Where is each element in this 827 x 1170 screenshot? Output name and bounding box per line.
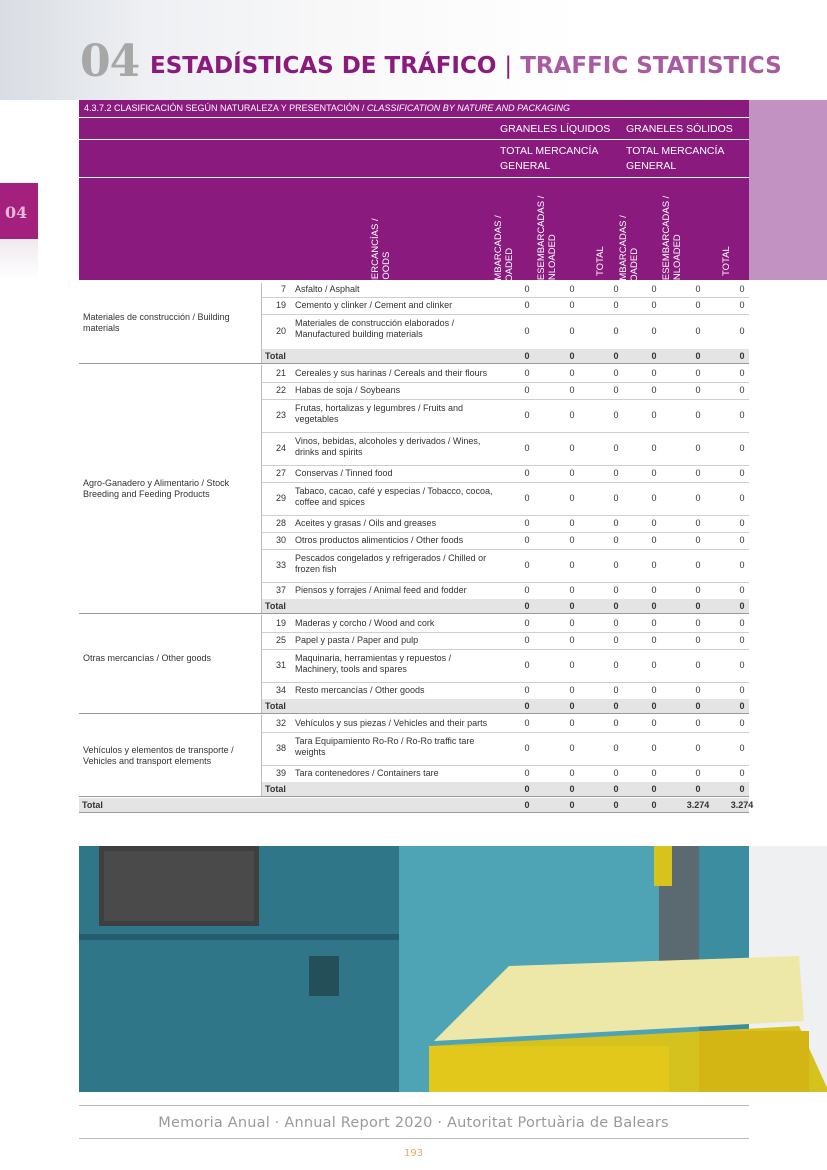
grand-total-value: 0 [569,800,575,810]
group-divider [79,796,749,797]
goods-value: 0 [524,584,530,595]
group-label: Agro-Ganadero y Alimentario / Stock Breeding and Feeding Products [83,478,230,499]
group-separator [261,715,262,796]
table-bottom-rule [79,812,749,813]
goods-value: 0 [739,299,745,310]
goods-value: 0 [651,742,657,753]
goods-value: 0 [613,367,619,378]
goods-value: 0 [613,617,619,628]
group-total-value: 0 [613,784,619,794]
goods-value: 0 [524,534,530,545]
header-divider [79,117,749,118]
goods-value: 0 [613,534,619,545]
goods-value: 0 [569,492,575,503]
goods-value: 0 [651,384,657,395]
group-total-row [261,782,749,796]
goods-code: 29 [275,492,286,503]
goods-value: 0 [613,559,619,570]
goods-value: 0 [695,559,701,570]
goods-name: Piensos y forrajes / Animal feed and fodder [295,584,467,595]
goods-value: 0 [695,409,701,420]
goods-value: 0 [524,684,530,695]
goods-value: 0 [651,634,657,645]
goods-value: 0 [695,384,701,395]
group-total-row [261,699,749,713]
goods-value: 0 [695,325,701,336]
group-liquid-header: GRANELES LÍQUIDOS [500,123,611,135]
goods-value: 0 [613,659,619,670]
goods-value: 0 [651,409,657,420]
goods-value: 0 [524,325,530,336]
group-total-value: 0 [695,784,701,794]
group-total-value: 0 [613,601,619,611]
goods-value: 0 [569,442,575,453]
goods-value: 0 [569,534,575,545]
group-divider [79,713,749,714]
group-total-label: Total [265,701,286,711]
row-divider [261,632,749,633]
goods-value: 0 [569,409,575,420]
goods-value: 0 [739,442,745,453]
group-total-value: 0 [524,601,530,611]
goods-value: 0 [695,634,701,645]
goods-column-header: MERCANCÍAS / GOODS [370,218,392,287]
unloaded-solid-header: DESEMBARCADAS / UNLOADED [661,195,683,287]
chapter-number: 04 [80,36,140,87]
goods-value: 0 [613,684,619,695]
goods-value: 0 [613,284,619,294]
goods-value: 0 [651,492,657,503]
goods-name: Tara Equipamiento Ro-Ro / Ro-Ro traffic tare weights [295,736,475,757]
goods-name: Materiales de construcción elaborados / Manufactured building materials [295,318,455,339]
header-divider [79,139,749,140]
group-total-label: Total [265,351,286,361]
goods-name: Cemento y clinker / Cement and clinker [295,299,453,310]
goods-code: 28 [275,517,286,528]
goods-name: Aceites y grasas / Oils and greases [295,517,437,528]
goods-value: 0 [651,684,657,695]
goods-name: Maderas y corcho / Wood and cork [295,617,435,628]
goods-name: Frutas, hortalizas y legumbres / Fruits and vegetables [295,403,464,424]
chapter-side-tab [0,183,38,239]
goods-value: 0 [739,559,745,570]
goods-value: 0 [695,684,701,695]
goods-value: 0 [739,325,745,336]
group-total-label: Total [265,601,286,611]
row-divider [261,532,749,533]
goods-value: 0 [651,617,657,628]
goods-value: 0 [739,617,745,628]
row-divider [261,432,749,433]
goods-value: 0 [695,584,701,595]
caption-es: 4.3.7.2 CLASIFICACIÓN SEGÚN NATURALEZA Y PRESENTACIÓN / [84,103,367,113]
page-number: 193 [403,1148,424,1159]
goods-value: 0 [651,659,657,670]
title-es: ESTADÍSTICAS DE TRÁFICO [150,53,497,79]
group-total-value: 0 [739,701,745,711]
goods-value: 0 [613,325,619,336]
group-separator [261,283,262,363]
goods-value: 0 [613,409,619,420]
group-divider [79,363,749,364]
goods-code: 37 [275,584,286,595]
group-total-row [261,349,749,363]
goods-value: 0 [695,284,701,294]
goods-value: 0 [739,659,745,670]
goods-code: 34 [275,684,286,695]
goods-value: 0 [524,492,530,503]
goods-code: 19 [275,299,286,310]
goods-value: 0 [739,367,745,378]
title-separator: | [504,53,513,79]
side-strip [0,239,38,279]
goods-value: 0 [613,517,619,528]
goods-value: 0 [739,767,745,778]
goods-value: 0 [524,634,530,645]
page-title [150,53,782,79]
goods-value: 0 [613,634,619,645]
port-photo [79,846,827,1092]
sub-solid-header: TOTAL MERCANCÍA GENERAL [626,145,724,172]
total-liquid-header: TOTAL [595,246,606,276]
goods-value: 0 [569,767,575,778]
row-divider [261,732,749,733]
group-total-value: 0 [695,351,701,361]
goods-value: 0 [739,584,745,595]
group-total-value: 0 [651,701,657,711]
goods-value: 0 [695,492,701,503]
goods-value: 0 [524,299,530,310]
goods-value: 0 [569,617,575,628]
goods-value: 0 [695,742,701,753]
goods-value: 0 [613,384,619,395]
loaded-liquid-header: EMBARCADAS / LOADED [493,215,515,287]
goods-code: 24 [275,442,286,453]
goods-value: 0 [569,584,575,595]
goods-value: 0 [651,534,657,545]
row-divider [261,765,749,766]
goods-value: 0 [695,467,701,478]
goods-value: 0 [695,517,701,528]
goods-value: 0 [739,384,745,395]
goods-value: 0 [569,634,575,645]
goods-value: 0 [695,442,701,453]
goods-name: Asfalto / Asphalt [295,284,360,294]
goods-value: 0 [613,442,619,453]
goods-value: 0 [651,442,657,453]
side-tab-number: 04 [5,203,28,222]
goods-value: 0 [524,367,530,378]
group-label: Materiales de construcción / Building materials [83,312,230,333]
goods-name: Papel y pasta / Paper and pulp [295,634,419,645]
row-divider [261,549,749,550]
goods-code: 39 [275,767,286,778]
goods-value: 0 [569,659,575,670]
group-solid-header: GRANELES SÓLIDOS [626,123,733,135]
row-divider [261,682,749,683]
goods-code: 22 [275,384,286,395]
group-label: Vehículos y elementos de transporte / Vehicles and transport elements [83,744,234,766]
goods-value: 0 [613,299,619,310]
goods-value: 0 [695,717,701,728]
total-solid-header: TOTAL [721,246,732,276]
group-total-value: 0 [739,351,745,361]
goods-code: 30 [275,534,286,545]
group-total-value: 0 [569,601,575,611]
goods-value: 0 [569,684,575,695]
goods-value: 0 [651,559,657,570]
goods-value: 0 [524,442,530,453]
goods-value: 0 [613,717,619,728]
goods-value: 0 [524,742,530,753]
goods-value: 0 [524,659,530,670]
grand-total-label: Total [82,800,103,810]
group-total-value: 0 [739,784,745,794]
goods-value: 0 [695,299,701,310]
goods-value: 0 [569,284,575,294]
goods-value: 0 [569,384,575,395]
goods-value: 0 [651,325,657,336]
goods-value: 0 [651,584,657,595]
goods-value: 0 [695,617,701,628]
goods-value: 0 [651,367,657,378]
goods-value: 0 [739,284,745,294]
goods-value: 0 [695,534,701,545]
footer-text: Memoria Anual · Annual Report 2020 · Autoritat Portuària de Balears [158,1115,669,1131]
goods-code: 27 [275,467,286,478]
footer-rule-top [79,1105,749,1106]
goods-value: 0 [569,742,575,753]
caption-en: CLASSIFICATION BY NATURE AND PACKAGING [366,103,570,113]
unloaded-liquid-header: DESEMBARCADAS / UNLOADED [536,195,558,287]
group-separator [261,615,262,713]
goods-name: Conservas / Tinned food [295,467,393,478]
goods-value: 0 [524,384,530,395]
goods-name: Maquinaria, herramientas y repuestos / Machinery, tools and spares [295,653,452,674]
goods-value: 0 [524,284,530,294]
goods-value: 0 [739,684,745,695]
goods-code: 32 [275,717,286,728]
goods-code: 7 [280,284,286,294]
goods-value: 0 [739,717,745,728]
group-total-row [261,599,749,613]
group-total-value: 0 [524,351,530,361]
goods-value: 0 [739,634,745,645]
goods-name: Pescados congelados y refrigerados / Chilled or frozen fish [295,553,487,574]
goods-code: 33 [275,559,286,570]
goods-value: 0 [739,492,745,503]
table-caption [84,103,570,113]
goods-value: 0 [524,517,530,528]
goods-value: 0 [569,325,575,336]
goods-value: 0 [651,717,657,728]
goods-value: 0 [569,367,575,378]
loaded-solid-header: EMBARCADAS / LOADED [618,215,640,287]
group-label: Otras mercancías / Other goods [83,653,212,663]
group-total-value: 0 [569,784,575,794]
group-total-value: 0 [569,701,575,711]
group-total-value: 0 [651,601,657,611]
port-photo-image [79,846,827,1092]
goods-name: Tara contenedores / Containers tare [295,767,439,778]
goods-code: 20 [275,325,286,336]
goods-code: 25 [275,634,286,645]
row-divider [261,582,749,583]
goods-value: 0 [569,717,575,728]
goods-name: Vinos, bebidas, alcoholes y derivados / Wines, drinks and spirits [295,436,481,457]
group-total-value: 0 [651,351,657,361]
goods-value: 0 [651,467,657,478]
goods-code: 38 [275,742,286,753]
goods-value: 0 [524,409,530,420]
group-total-value: 0 [739,601,745,611]
goods-value: 0 [569,559,575,570]
goods-value: 0 [524,767,530,778]
goods-name: Vehículos y sus piezas / Vehicles and their parts [295,717,488,728]
group-separator [261,365,262,613]
goods-value: 0 [613,767,619,778]
group-total-value: 0 [651,784,657,794]
grand-total-value: 0 [524,800,530,810]
group-total-label: Total [265,784,286,794]
header-divider [79,177,749,178]
row-divider [261,649,749,650]
group-total-value: 0 [695,601,701,611]
grand-total-value: 3.274 [686,800,710,810]
goods-value: 0 [695,659,701,670]
group-total-value: 0 [695,701,701,711]
goods-value: 0 [739,409,745,420]
goods-name: Tabaco, cacao, café y especias / Tobacco, cocoa, coffee and spices [295,486,493,507]
grand-total-value: 0 [613,800,619,810]
row-divider [261,465,749,466]
goods-name: Resto mercancías / Other goods [295,684,425,695]
goods-value: 0 [569,299,575,310]
row-divider [261,399,749,400]
grand-total-value: 0 [651,800,657,810]
goods-value: 0 [613,467,619,478]
row-divider [261,382,749,383]
grand-total-value: 3.274 [730,800,754,810]
goods-value: 0 [569,517,575,528]
goods-value: 0 [695,767,701,778]
table-header-accent [749,100,827,280]
goods-code: 23 [275,409,286,420]
group-total-value: 0 [524,784,530,794]
goods-value: 0 [524,717,530,728]
goods-value: 0 [524,617,530,628]
row-divider [261,515,749,516]
row-divider [261,482,749,483]
title-en: TRAFFIC STATISTICS [520,53,782,79]
goods-value: 0 [651,767,657,778]
row-divider [261,314,749,315]
goods-name: Cereales y sus harinas / Cereals and their flours [295,367,488,378]
goods-value: 0 [613,492,619,503]
goods-value: 0 [524,559,530,570]
goods-name: Habas de soja / Soybeans [295,384,401,395]
goods-code: 21 [275,367,286,378]
goods-value: 0 [651,517,657,528]
group-total-value: 0 [613,701,619,711]
group-total-value: 0 [524,701,530,711]
group-divider [79,613,749,614]
goods-value: 0 [613,742,619,753]
goods-value: 0 [695,367,701,378]
goods-value: 0 [569,467,575,478]
goods-value: 0 [739,534,745,545]
goods-value: 0 [613,584,619,595]
goods-value: 0 [739,467,745,478]
goods-value: 0 [651,299,657,310]
goods-code: 31 [275,659,286,670]
goods-code: 19 [275,617,286,628]
goods-value: 0 [739,742,745,753]
goods-value: 0 [524,467,530,478]
sub-liquid-header: TOTAL MERCANCÍA GENERAL [500,145,598,172]
group-total-value: 0 [569,351,575,361]
row-divider [261,297,749,298]
goods-value: 0 [739,517,745,528]
group-total-value: 0 [613,351,619,361]
goods-name: Otros productos alimenticios / Other foods [295,534,464,545]
goods-value: 0 [651,284,657,294]
footer-rule-bottom [79,1138,749,1139]
